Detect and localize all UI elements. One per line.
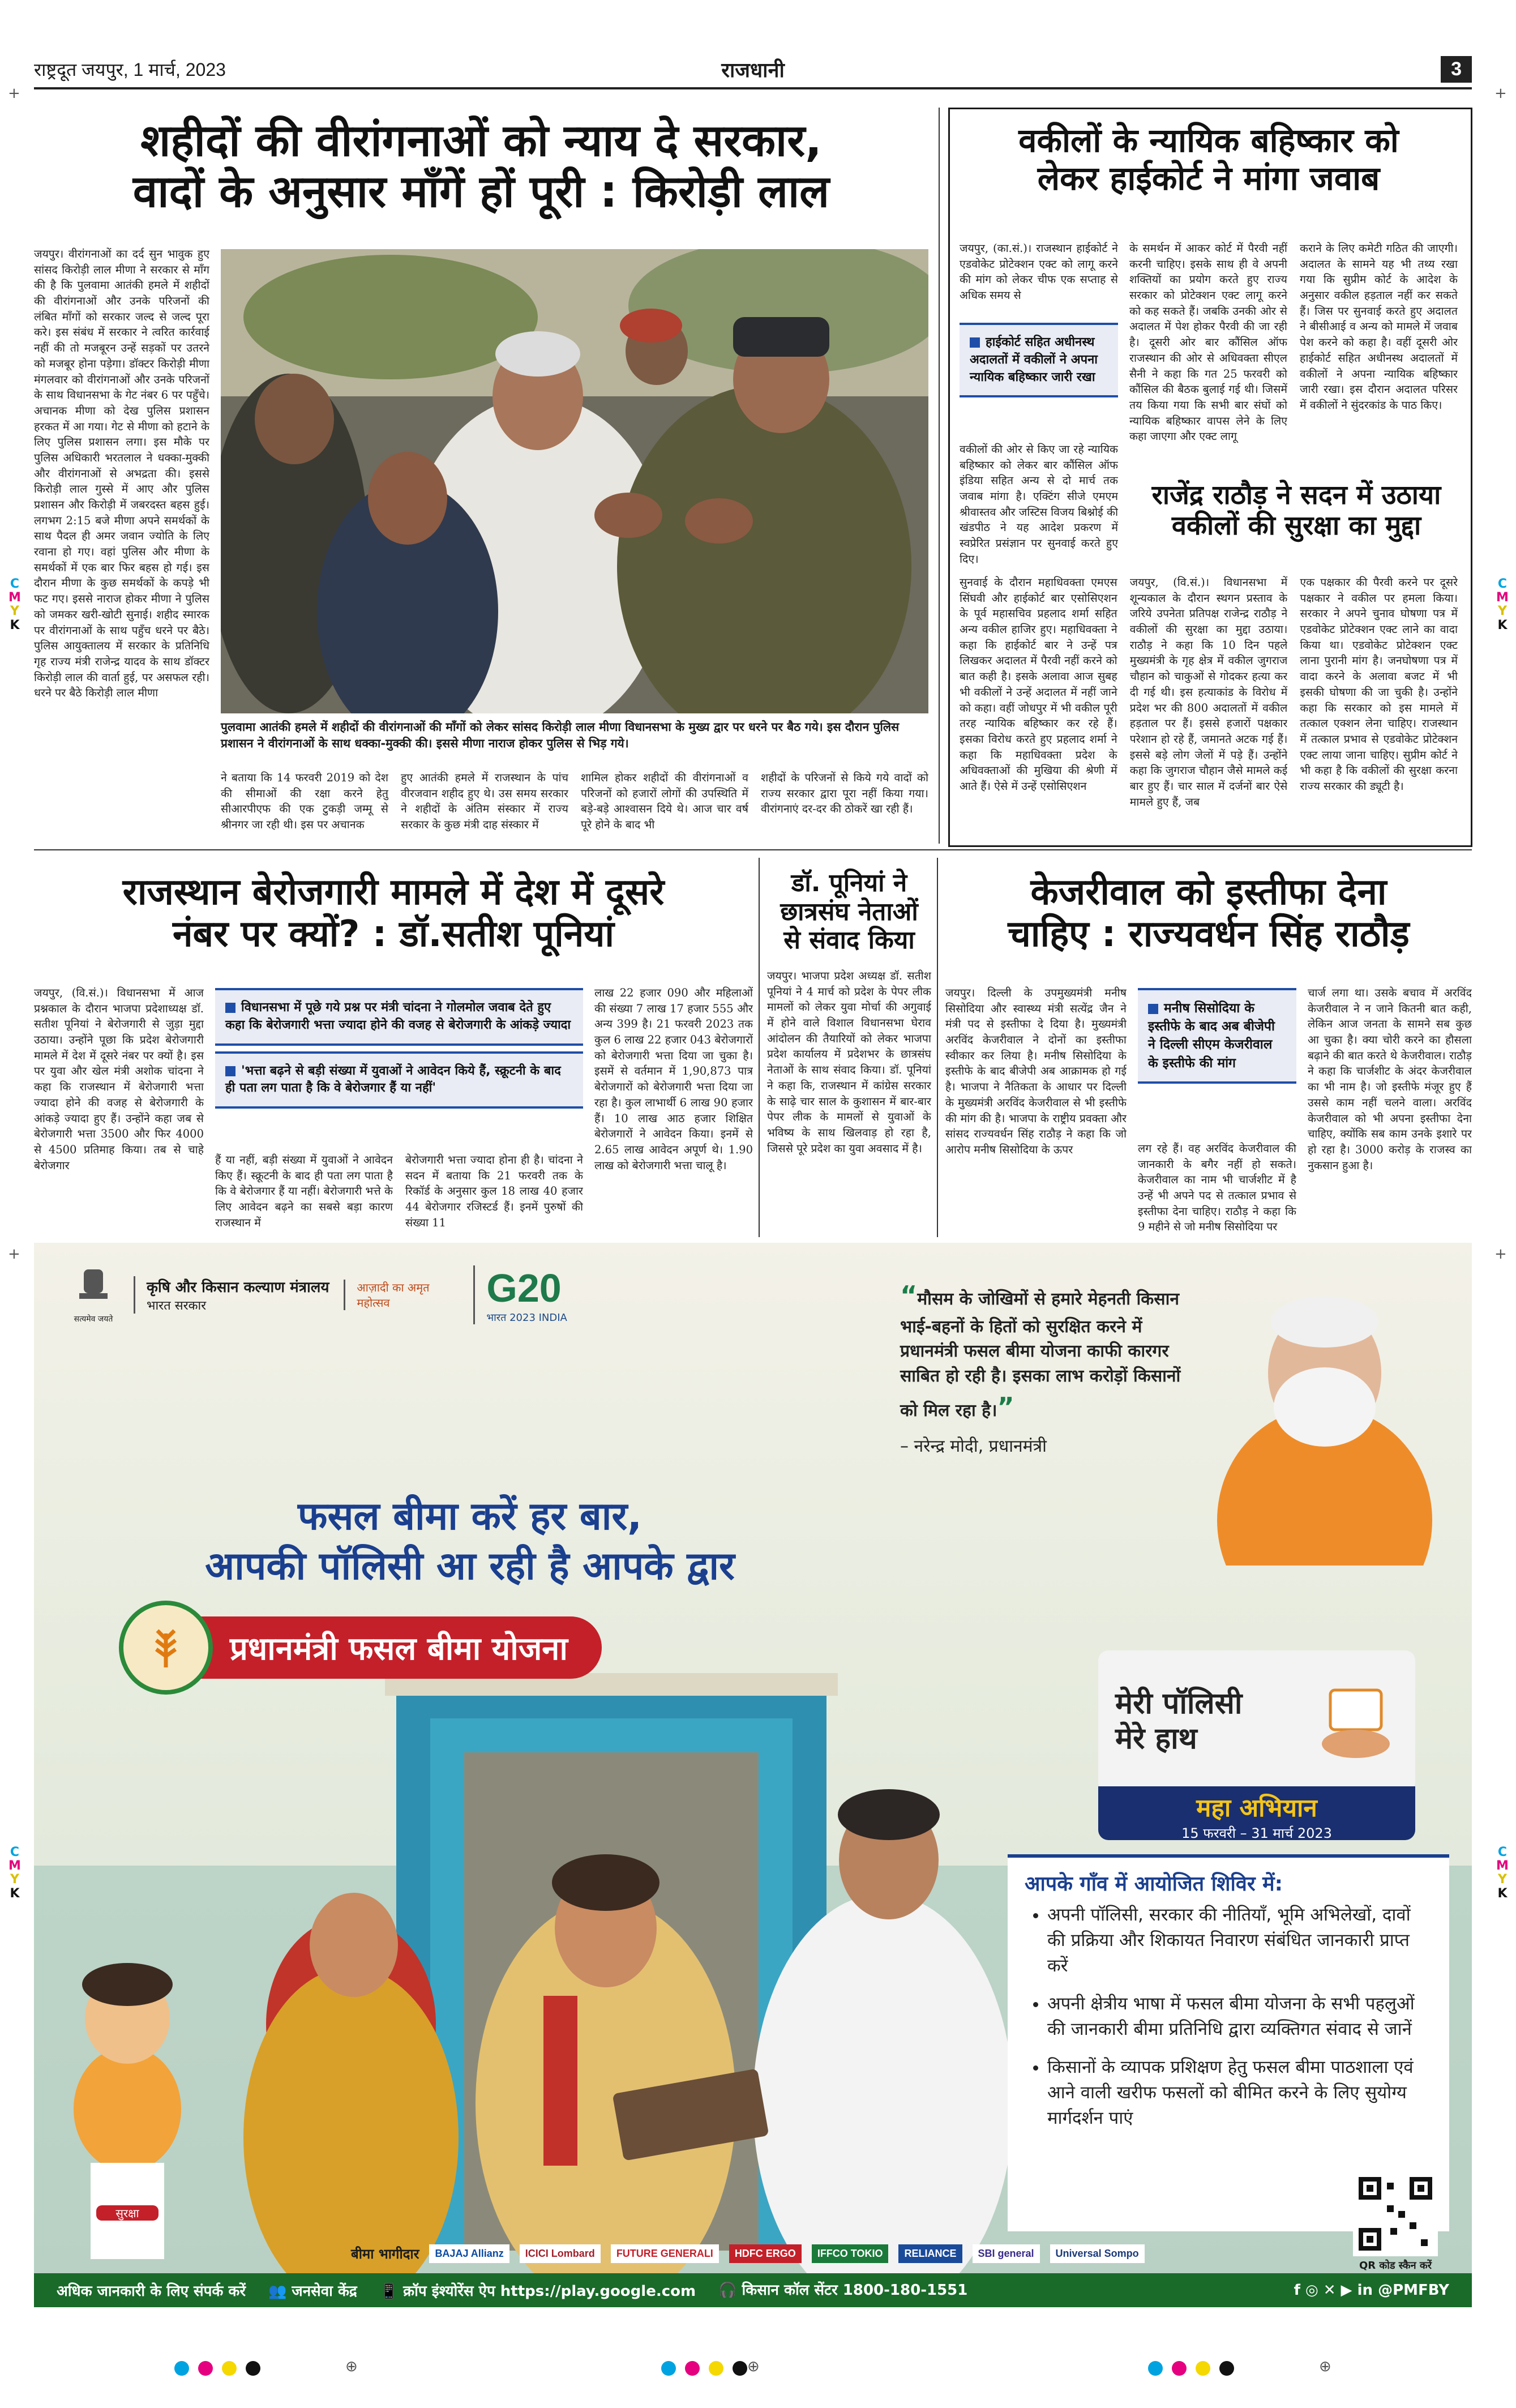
section-divider xyxy=(34,849,1472,850)
insurer-logo: ICICI Lombard xyxy=(520,2244,601,2263)
bullet-square-icon xyxy=(225,1066,235,1076)
pm-quote-text: मौसम के जोखिमों से हमारे मेहनती किसान भाई-बहनों के हितों को सुरक्षित करने में प्रधानमंत्री फसल बीमा योजना काफी कारगर साबित हो रही है। इसका लाभ करोड़ों किसानों को मिल रहा है। xyxy=(900,1289,1181,1421)
azadi-logo: आज़ादी का अमृत महोत्सव xyxy=(344,1280,459,1310)
insurer-logo: FUTURE GENERALI xyxy=(611,2244,719,2263)
g20-text: G20 xyxy=(486,1266,562,1310)
bullet-square-icon xyxy=(970,337,980,348)
story1-headline-line1: शहीदों की वीरांगनाओं को न्याय दे सरकार, xyxy=(140,116,822,166)
cmyk-marker: C M Y K xyxy=(1496,1845,1509,1901)
pmfby-advertisement xyxy=(34,1243,1472,2307)
cmyk-marker: C M Y K xyxy=(1496,577,1509,632)
insurer-logo: BAJAJ Allianz xyxy=(429,2244,509,2263)
story3-headline-line1: राजेंद्र राठौड़ ने सदन में उठाया xyxy=(1151,480,1441,511)
registration-mark-icon: ⊕ xyxy=(1319,2358,1331,2375)
footer-janseva-text: जनसेवा केंद्र xyxy=(292,2283,357,2300)
story2-column-3: कराने के लिए कमेटी गठित की जाएगी। अदालत के सामने यह भी तथ्य रखा गया कि सुप्रीम कोर्ट के आदेश के अनुसार वकील हड़ताल नहीं कर सकते हैं। जिस पर सुनवाई करते हुए अदालत ने बीसीआई व अन्य को मामले में जवाब पेश करने को कहा है। वहीं दूसरी ओर हाईकोर्ट सहित अधीनस्थ अदालतों में वकीलों ने अपना न्यायिक बहिष्कार जारी रखा। इस दौरान अदालत परिसर में वकीलों ने सुंदरकांड के पाठ किए। xyxy=(1300,242,1458,412)
campaign-dates: 15 फरवरी – 31 मार्च 2023 xyxy=(1181,1825,1332,1841)
mascot-label: सुरक्षा xyxy=(96,2205,159,2221)
ad-tagline xyxy=(102,1492,838,1592)
story1-headline-line2: वादों के अनुसार माँगें हों पूरी : किरोड़ी लाल xyxy=(132,166,830,217)
bullet-square-icon xyxy=(225,1003,235,1013)
qr-code[interactable] xyxy=(1353,2171,1438,2272)
column-divider xyxy=(937,858,938,1237)
story2-highlight-box xyxy=(960,323,1118,397)
footer-social[interactable] xyxy=(1294,2282,1449,2299)
color-dots-left xyxy=(170,2361,265,2378)
insurer-logo: Universal Sompo xyxy=(1050,2244,1145,2263)
protest-photo-illustration xyxy=(221,249,928,713)
footer-app-text: क्रॉप इंश्योरेंस ऐप https://play.google.com xyxy=(403,2283,696,2300)
badge-line1: मेरी पॉलिसी xyxy=(1115,1686,1243,1721)
story3-column-1: सुनवाई के दौरान महाधिवक्ता एमएस सिंघवी और हाईकोर्ट बार एसोसिएशन के पूर्व महासचिव प्रहलाद शर्मा सहित अन्य वकील हाजिर हुए। महाधिवक्ता ने कहा कि हाईकोर्ट बार ने उन्हें पत्र लिखकर अदालत में पैरवी नहीं करने को बात कही है। इसके अलावा आज सुबह भी वकीलों ने उन्हें अदालत में नहीं जाने को कहा। वहीं जोधपुर में भी वकील पूरी तरह न्यायिक बहिष्कार कर रहे हैं। इसका विरोध करते हुए प्रहलाद शर्मा ने कहा कि महाधिवक्ता प्रदेश के अधिवक्ताओं की मुखिया की श्रेणी में आते हैं। ऐसे में उन्हें एसोसिएशन xyxy=(960,576,1117,793)
color-dots-center xyxy=(657,2361,752,2378)
story1-headline xyxy=(34,116,928,217)
insurer-logo: HDFC ERGO xyxy=(729,2244,802,2263)
story4-column-2: हैं या नहीं, बड़ी संख्या में युवाओं ने आवेदन किए हैं। स्क्रूटनी के बाद ही पता लग पाता है कि वे बेरोजगार हैं या नहीं। बेरोजगारी भत्ते के लिए आवेदन बढ़ने का सबसे बड़ा कारण राजस्थान में xyxy=(215,1153,393,1229)
story4-highlight-1-text: विधानसभा में पूछे गये प्रश्न पर मंत्री चांदना ने गोलमोल जवाब देते हुए कहा कि बेरोजगारी भत्ता ज्यादा होने की वजह से बेरोजगारी के आंकड़े ज्यादा xyxy=(225,1000,571,1032)
g20-logo xyxy=(473,1265,567,1324)
story3-headline xyxy=(1127,480,1466,541)
ad-tagline-line2: आपकी पॉलिसी आ रही है आपके द्वार xyxy=(205,1544,735,1589)
story6-headline-line1: केजरीवाल को इस्तीफा देना xyxy=(1030,871,1387,913)
camp-heading: आपके गाँव में आयोजित शिविर में: xyxy=(1025,1872,1283,1896)
story2-headline-line2: लेकर हाईकोर्ट ने मांगा जवाब xyxy=(1037,159,1380,198)
column-divider xyxy=(939,108,940,844)
emblem-text: सत्यमेव जयते xyxy=(74,1314,113,1324)
registration-mark-icon: + xyxy=(1494,85,1507,102)
story6-headline xyxy=(945,872,1472,955)
camp-bullet-2: • अपनी क्षेत्रीय भाषा में फसल बीमा योजना के सभी पहलुओं की जानकारी बीमा प्रतिनिधि द्वारा व्यक्तिगत संवाद से जानें xyxy=(1047,1991,1432,2042)
story2-column-1: जयपुर, (का.सं.)। राजस्थान हाईकोर्ट ने एडवोकेट प्रोटेक्शन एक्ट को लागू करने की मांग को लेकर चीफ एक सप्ताह से अधिक समय से xyxy=(960,242,1118,302)
story6-column-1: जयपुर। दिल्ली के उपमुख्यमंत्री मनीष सिसोदिया और स्वास्थ्य मंत्री सत्येंद्र जैन ने मंत्री पद से इस्तीफा दे दिया है। मुख्यमंत्री अरविंद केजरीवाल ने दोनों का इस्तीफा स्वीकार कर लिया है। मनीष सिसोदिया के इस्तीफे के बाद बीजेपी अब आक्रामक हो गई है। भाजपा ने नैतिकता के आधार पर दिल्ली के मुख्यमंत्री अरविंद केजरीवाल से भी इस्तीफे की मांग की है। भाजपा के राष्ट्रीय प्रवक्ता और सांसद राज्यवर्धन सिंह राठौड़ ने कहा कि जो आरोप मनीष सिसोदिया के ऊपर xyxy=(945,986,1127,1156)
people-icon: 👥 xyxy=(268,2283,287,2300)
phone-icon: 📱 xyxy=(379,2283,399,2300)
qr-code-icon xyxy=(1353,2171,1438,2256)
story1-column-2: ने बताया कि 14 फरवरी 2019 को देश की सीमाओं की रक्षा करने हेतु सीआरपीएफ की एक टुकड़ी जम्मू से श्रीनगर जा रही थी। इस पर अचानक xyxy=(221,771,388,832)
emblem-icon xyxy=(74,1266,113,1311)
story5-headline-line2: छात्रसंघ नेताओं xyxy=(780,897,918,926)
story4-headline-line2: नंबर पर क्यों? : डॉ.सतीश पूनियां xyxy=(173,913,614,955)
story2-column-1b: वकीलों की ओर से किए जा रहे न्यायिक बहिष्कार को लेकर बार कौंसिल ऑफ इंडिया सहित अन्य से दो मार्च तक जवाब मांगा है। एक्टिंग सीजे एमएम श्रीवास्तव और जस्टिस विजय बिश्नोई की खंडपीठ ने यह आदेश प्रकरण में स्वप्रेरित प्रसंज्ञान पर सुनवाई करते हुए दिए। xyxy=(960,443,1118,566)
story2-headline-line1: वकीलों के न्यायिक बहिष्कार को xyxy=(1018,121,1399,160)
insurer-logo: SBI general xyxy=(973,2244,1040,2263)
pm-quote: “मौसम के जोखिमों से हमारे मेहनती किसान भाई-बहनों के हितों को सुरक्षित करने में प्रधानमंत्री फसल बीमा योजना काफी कारगर साबित हो रही है। इसका लाभ करोड़ों किसानों को मिल रहा है।” – नरेन्द्र मोदी, प्रधानमंत्री xyxy=(900,1277,1194,1459)
registration-mark-icon: + xyxy=(8,1246,20,1263)
g20-subtext: भारत 2023 INDIA xyxy=(486,1312,567,1324)
cmyk-marker: C M Y K xyxy=(8,577,21,632)
story4-highlight-2 xyxy=(215,1051,583,1109)
ad-footer xyxy=(34,2273,1472,2307)
hand-holding-policy-icon xyxy=(1313,1679,1398,1764)
pm-portrait xyxy=(1217,1271,1432,1566)
ad-logo-row xyxy=(68,1265,567,1324)
footer-janseva xyxy=(268,2280,357,2300)
masthead-date: राष्ट्रदूत जयपुर, 1 मार्च, 2023 xyxy=(34,59,226,80)
story1-column-5: शहीदों के परिजनों से किये गये वादों को राज्य सरकार द्वारा पूरा नहीं किया गया। वीरांगनाएं दर-दर की ठोकरें खा रही हैं। xyxy=(761,771,928,816)
registration-mark-icon: + xyxy=(8,85,20,102)
story6-highlight-box xyxy=(1138,988,1296,1084)
registration-mark-icon: + xyxy=(1494,1246,1507,1263)
column-divider xyxy=(759,858,760,1237)
story3-column-3: एक पक्षकार की पैरवी करने पर दूसरे पक्षकार ने वकील पर हमला किया। सरकार ने अपने चुनाव घोषणा पत्र में एडवोकेट प्रोटेक्शन एक्ट लाने का वादा किया था। एडवोकेट प्रोटेक्शन एक्ट लाना पुरानी मांग है। जनघोषणा पत्र में वादा करने के अलावा बजट में भी इसकी घोषणा की जा चुकी है। उन्होंने कहा कि सरकार को इस मामले में तत्काल एक्शन लेना चाहिए। राजस्थान में तत्काल प्रभाव से एडवोकेट प्रोटेक्शन एक्ट लाया जाना चाहिए। सुप्रीम कोर्ट ने भी कहा है कि वकीलों की सुरक्षा करना राज्य सरकार की ड्यूटी है। xyxy=(1300,576,1458,793)
story5-headline-line3: से संवाद किया xyxy=(783,926,915,955)
page-number: 3 xyxy=(1441,56,1472,83)
story3-headline-line2: वकीलों की सुरक्षा का मुद्दा xyxy=(1171,510,1421,542)
wheat-logo-icon xyxy=(119,1601,213,1695)
insurers-row xyxy=(351,2236,1347,2270)
story1-column-4: शामिल होकर शहीदों की वीरांगनाओं व परिजनों को हजारों लोगों की उपस्थिति में बड़े-बड़े आश्वासन दिये थे। आज चार वर्ष पूरे होने के बाद भी xyxy=(581,771,748,832)
camp-bullet-1: • अपनी पॉलिसी, सरकार की नीतियाँ, भूमि अभिलेखों, दावों की प्रक्रिया और शिकायत निवारण संबंधित जानकारी प्राप्त करें xyxy=(1047,1902,1432,1979)
camp-bullet-3: • किसानों के व्यापक प्रशिक्षण हेतु फसल बीमा पाठशाला एवं आने वाली खरीफ फसलों को बीमित करने के लिए सुयोग्य मार्गदर्शन पाएं xyxy=(1047,2055,1432,2131)
story2-highlight-text: हाईकोर्ट सहित अधीनस्थ अदालतों में वकीलों ने अपना न्यायिक बहिष्कार जारी रखा xyxy=(970,335,1098,384)
registration-mark-icon: ⊕ xyxy=(345,2358,358,2375)
story1-photo xyxy=(221,249,928,713)
story6-headline-line2: चाहिए : राज्यवर्धन सिंह राठौड़ xyxy=(1008,913,1410,955)
footer-call-number: 1800-180-1551 xyxy=(842,2281,968,2299)
story6-column-3: चार्ज लगा था। उसके बचाव में अरविंद केजरीवाल ने न जाने कितनी बात कही, लेकिन आज जनता के सामने सब कुछ आ चुका है। क्या चोरी करने का हौसला बढ़ाने की बात करते थे केजरीवाल। राठौड़ ने कहा कि चार्जशीट के अंदर केजरीवाल का भी नाम है। जो इस्तीफे मंजूर हुए हैं उससे काम नहीं चलने वाला। अरविंद केजरीवाल को भी अपना इस्तीफा देना चाहिए, क्योंकि सब काम उनके इशारे पर हो रहा है। 3000 करोड़ के राजस्व का नुकसान हुआ है। xyxy=(1308,986,1472,1172)
story6-highlight-text: मनीष सिसोदिया के इस्तीफे के बाद अब बीजेपी ने दिल्ली सीएम केजरीवाल के इस्तीफे की मांग xyxy=(1148,1001,1275,1071)
story4-column-3: बेरोजगारी भत्ता ज्यादा होना ही है। चांदना ने सदन में बताया कि 21 फरवरी तक के रिकॉर्ड के अनुसार कुल 18 लाख 40 हजार 44 बेरोजगार रजिस्टर्ड हैं। इनमें पुरुषों की संख्या 11 xyxy=(405,1153,583,1229)
cmyk-marker: C M Y K xyxy=(8,1845,21,1901)
story5-headline xyxy=(764,869,934,955)
story4-headline xyxy=(34,872,753,955)
pm-quote-author: – नरेन्द्र मोदी, प्रधानमंत्री xyxy=(900,1436,1047,1456)
emblem-logo xyxy=(68,1266,119,1324)
page-header xyxy=(34,51,1472,89)
footer-contact: अधिक जानकारी के लिए संपर्क करें xyxy=(57,2283,246,2300)
color-dots-right xyxy=(1144,2361,1239,2378)
social-icons: f ◎ ✕ ▶ in xyxy=(1294,2282,1373,2299)
policy-badge xyxy=(1098,1650,1415,1792)
insurers-label: बीमा भागीदार xyxy=(351,2246,419,2262)
story2-headline xyxy=(957,122,1461,197)
story5-column-1: जयपुर। भाजपा प्रदेश अध्यक्ष डॉ. सतीश पूनियां ने 4 मार्च को प्रदेश के पेपर लीक मामलों को लेकर युवा मोर्चा की अगुवाई में होने वाले विशाल विधानसभा घेराव आंदोलन की तैयारियों को लेकर भाजपा प्रदेश कार्यालय में प्रदेशभर के छात्रसंघ नेताओं के साथ संवाद किया। डॉ. पूनियां ने कहा कि, राजस्थान में कांग्रेस सरकार के साढ़े चार साल के कुशासन में बार-बार पेपर लीक के मामलों से युवाओं के भविष्य के साथ खिलवाड़ हो रहा है, जिससे पूरे प्रदेश का युवा अवसाद में है। xyxy=(767,969,931,1155)
scheme-banner xyxy=(119,1611,742,1684)
footer-call-label: किसान कॉल सेंटर xyxy=(742,2281,838,2299)
story2-column-2: के समर्थन में आकर कोर्ट में पैरवी नहीं करनी चाहिए। इसके साथ ही वे अपनी शक्तियों का प्रयोग करते हुए राज्य सरकार को प्रोटेक्शन एक्ट लागू करने को कह सकते हैं। जबकि उनकी ओर से अदालत में पेश होकर पैरवी की जा रही है। दूसरी ओर बार कौंसिल ऑफ राजस्थान की ओर से अधिवक्ता सीएल सैनी ने कहा कि गत 25 फरवरी को कौंसिल की बैठक बुलाई गई थी। जिसमें तय किया गया कि सभी बार संघों को न्यायिक बहिष्कार वापस लेने के लिए कहा जाएगा और एक्ट लागू xyxy=(1129,242,1287,443)
story3-column-2: जयपुर, (वि.सं.)। विधानसभा में शून्यकाल के दौरान स्थगन प्रस्ताव के जरिये उपनेता प्रतिपक्ष राजेन्द्र राठौड़ ने वकीलों की सुरक्षा का मुद्दा उठाया। राठौड़ ने कहा कि 10 दिन पहले मुख्यमंत्री के गृह क्षेत्र में वकील जुगराज चौहान को चाकुओं से गोदकर हत्या कर दी गई थी। इस हत्याकांड के विरोध में प्रदेश भर की 800 अदालतों में वकील हड़ताल पर हैं। इससे हजारों पक्षकार परेशान हो रहे हैं, जमानते अटक गई हैं। इससे बड़े लोग जेलों में पड़े हैं। उन्होंने कहा कि जुगराज चौहान जैसे मामले कई बार हुए हैं। चार साल में दर्जनों बार ऐसे मामले हुए हैं, जब xyxy=(1129,576,1288,809)
campaign-bar xyxy=(1098,1786,1415,1840)
footer-social-handle: @PMFBY xyxy=(1378,2282,1449,2299)
insurer-logo: IFFCO TOKIO xyxy=(812,2244,889,2263)
story4-column-4: लाख 22 हजार 090 और महिलाओं की संख्या 7 लाख 17 हजार 555 और अन्य 399 है। 21 फरवरी 2023 तक कुल 6 लाख 22 हजार 043 बेरोजगारों को बेरोजगारी भत्ता दिया जा चुका है। इसमें से वर्तमान में 1,90,873 पात्र बेरोजगारों को बेरोजगारी भत्ता दिया जा रहा है। कुल लाभार्थी 6 लाख 90 हजार हैं। 10 लाख आठ हजार शिक्षित बेरोजगारों ने आवेदन किया। इनमें से 2.65 लाख आवेदन अपूर्ण थे। 1.90 लाख को बेरोजगारी भत्ता चालू है। xyxy=(594,986,753,1172)
ministry-name: कृषि और किसान कल्याण मंत्रालय xyxy=(147,1279,329,1296)
scheme-name: प्रधानमंत्री फसल बीमा योजना xyxy=(190,1616,602,1679)
govt-name: भारत सरकार xyxy=(147,1299,207,1313)
story5-headline-line1: डॉ. पूनियां ने xyxy=(791,869,907,897)
story4-highlight-2-text: 'भत्ता बढ़ने से बड़ी संख्या में युवाओं ने आवेदन किये हैं, स्क्रूटनी के बाद ही पता लग पाता है कि वे बेरोजगार हैं या नहीं' xyxy=(225,1063,561,1096)
qr-label: QR कोड स्कैन करें xyxy=(1359,2260,1432,2272)
registration-mark-icon: ⊕ xyxy=(747,2358,760,2375)
story1-column-1: जयपुर। वीरांगनाओं का दर्द सुन भावुक हुए सांसद किरोड़ी लाल मीणा ने सरकार से माँग की है कि पुलवामा आतंकी हमले में शहीदों की वीरांगनाओं और उनके परिजनों की लंबित माँगों को सरकार जल्द से जल्द पूरा करे। इस संबंध में सरकार ने त्वरित कार्रवाई नहीं की तो मजबूरन उन्हें सड़कों पर उतरने को मजबूर होना पड़ेगा। डॉक्टर किरोड़ी मीणा मंगलवार को वीरांगनाओं और उनके परिजनों के साथ विधानसभा के गेट नंबर 6 पर पहुँचे। अचानक मीणा को देख पुलिस प्रशासन हरकत में आ गया। गेट से मीणा को हटाने के लिए पुलिस प्रशासन लगा। इस मौके पर पुलिस अधिकारी भरतलाल ने धक्का-मुक्की और वीरांगनाओं से अभद्रता की। इससे किरोड़ी लाल गुस्से में आए और पुलिस प्रशासन और किरोड़ी में जबरदस्त बहस हुई। लगभग 2:15 बजे मीणा अपने समर्थकों के साथ पैदल ही अमर जवान ज्योति के लिए रवाना हो गए। वहां पुलिस और मीणा के समर्थकों में एक बार फिर बहस हो गई। इस दौरान मीणा के कुछ समर्थकों के कपड़े भी फट गए। इससे नाराज होकर मीणा ने पुलिस को जमकर खरी-खोटी सुनाई। शहीद स्मारक पर वीरांगनाओं के साथ पहुँच धरने पर बैठे। पुलिस आयुक्तालय में सरकार के प्रतिनिधि गृह राज्य मंत्री राजेन्द्र यादव के साथ डॉक्टर किरोड़ी लाल की वार्ता हुई, पर असफल रही। धरने पर बैठे किरोड़ी लाल मीणा xyxy=(34,247,209,700)
story4-highlight-1 xyxy=(215,988,583,1046)
footer-call-center xyxy=(718,2282,967,2299)
section-title: राजधानी xyxy=(721,58,785,82)
bullet-square-icon xyxy=(1148,1004,1158,1014)
headset-icon: 🎧 xyxy=(718,2281,737,2299)
insurer-logo: RELIANCE xyxy=(898,2244,962,2263)
story1-column-3: हुए आतंकी हमले में राजस्थान के पांच वीरजवान शहीद हुए थे। उस समय सरकार ने शहीदों के अंतिम संस्कार में राज्य सरकार के कुछ मंत्री दाह संस्कार में xyxy=(401,771,568,832)
story4-headline-line1: राजस्थान बेरोजगारी मामले में देश में दूसरे xyxy=(122,871,665,913)
ad-tagline-line1: फसल बीमा करें हर बार, xyxy=(298,1494,642,1539)
badge-line2: मेरे हाथ xyxy=(1115,1722,1197,1756)
campaign-title: महा अभियान xyxy=(1196,1794,1317,1823)
story4-column-1: जयपुर, (वि.सं.)। विधानसभा में आज प्रश्नकाल के दौरान भाजपा प्रदेशाध्यक्ष डॉ. सतीश पूनियां ने बेरोजगारी से जुड़ा मुद्दा उठाया। उन्होंने पूछा कि प्रदेश बेरोजगारी मामले में देश में दूसरे नंबर पर क्यों है। इस पर युवा और खेल मंत्री अशोक चांदना ने कहा कि राजस्थान में बेरोजगारी भत्ता ज्यादा होने की वजह से बेरोजगारी के आंकड़े ज्यादा हुए हैं। उन्होंने कहा जब से बेरोजगारी भत्ता 3500 और फिर 4000 से 4500 प्रतिमाह किया। तब से चाहे बेरोजगार xyxy=(34,986,204,1172)
story1-photo-caption: पुलवामा आतंकी हमले में शहीदों की वीरांगनाओं की माँगों को लेकर सांसद किरोड़ी लाल मीणा विधानसभा के मुख्य द्वार पर धरने पर बैठ गये। इस दौरान पुलिस प्रशासन ने वीरांगनाओं के साथ धक्का-मुक्की की। इससे मीणा नाराज होकर पुलिस से भिड़ गये। xyxy=(221,720,900,751)
story6-column-2: लग रहे हैं। वह अरविंद केजरीवाल की जानकारी के बगैर नहीं हो सकते। केजरीवाल का नाम भी चार्जशीट में है उन्हें भी अपने पद से तत्काल प्रभाव से इस्तीफा देना चाहिए। राठौड़ ने कहा कि 9 महीने से जो मनीष सिसोदिया पर xyxy=(1138,1142,1296,1234)
footer-app[interactable] xyxy=(380,2280,696,2300)
